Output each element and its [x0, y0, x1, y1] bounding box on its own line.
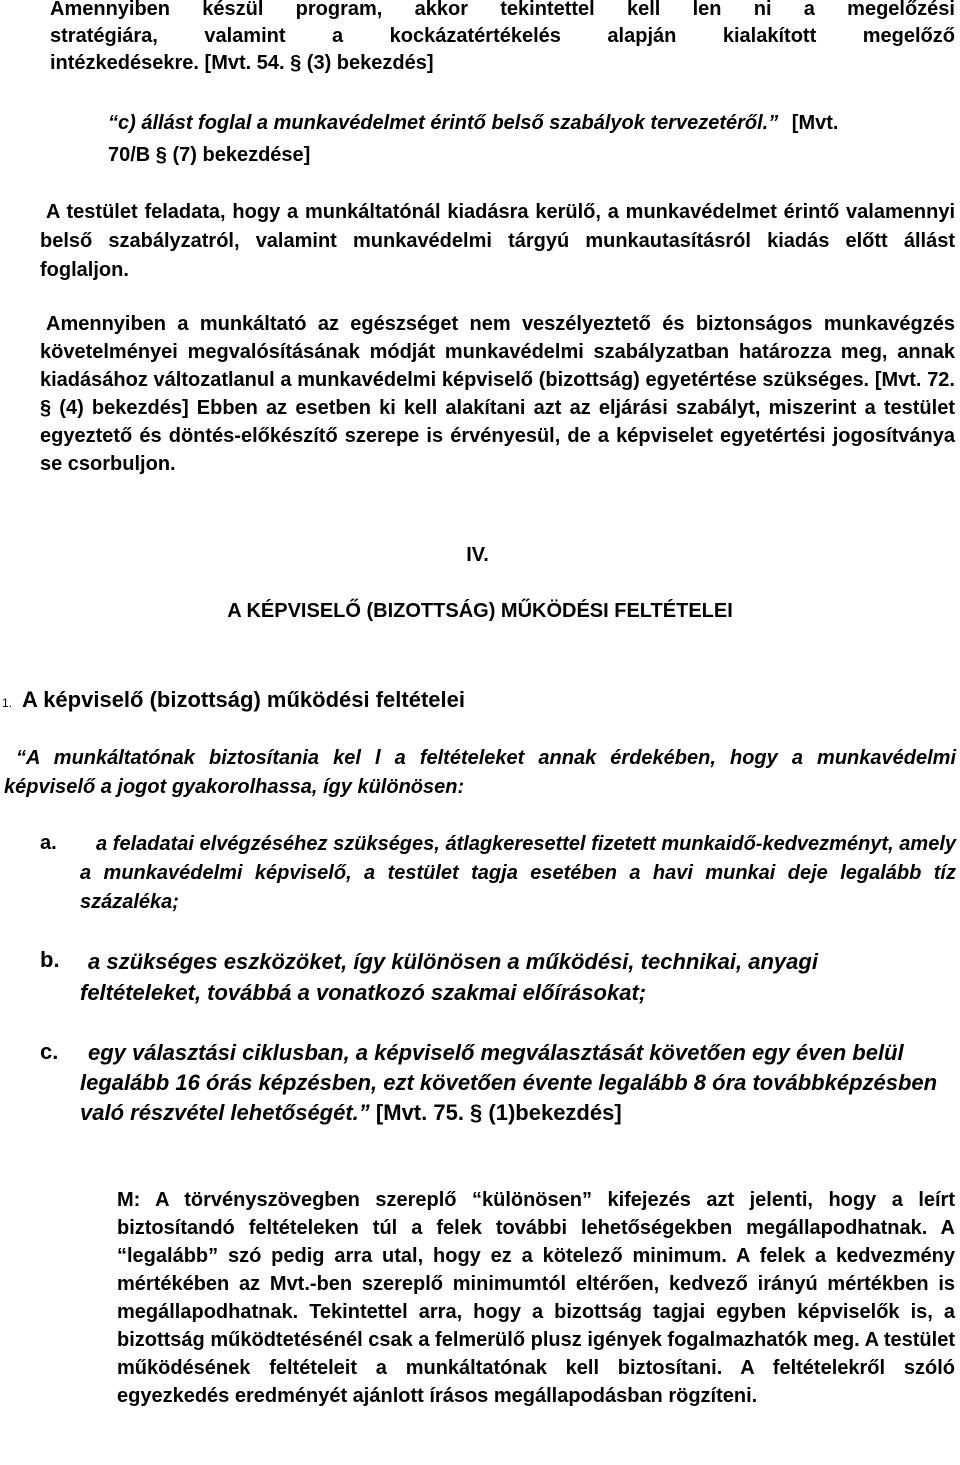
section-title: A képviselő (bizottság) működési feltételei [22, 687, 465, 712]
quoted-item-c-text: “c) állást foglal a munkavédelmet érintő belső szabályok tervezetéről.” [108, 112, 779, 134]
list-item-c [80, 1038, 950, 1128]
text-line: stratégiára, valamint a kockázatértékelés alapján kialakított megelőző [50, 25, 955, 47]
section-intro-text: “A munkáltatónak biztosítania kel l a feltételeket annak érdekében, hogy a munkavédelmi képviselő a jogot gyakorolhassa, így különösen: [4, 747, 956, 798]
section-number: 1. [2, 696, 13, 710]
paragraph-consent [40, 310, 955, 478]
explanatory-note [117, 1186, 955, 1410]
list-item-c-text: egy választási ciklusban, a képviselő megválasztását követően egy éven belül legalább 16 órás képzésben, ezt követően évente legalább 8 óra továbbképzésben való részvétel lehetőségét.” [80, 1040, 938, 1125]
chapter-title-text: A KÉPVISELŐ (BIZOTTSÁG) MŰKÖDÉSI FELTÉTELEI [227, 600, 733, 622]
chapter-number-text: IV. [466, 544, 489, 566]
list-item-b: a szükséges eszközöket, így különösen a működési, technikai, anyagi feltételeket, továbbá a vonatkozó szakmai előírásokat; [80, 949, 818, 1005]
paragraph-committee-task-text: A testület feladata, hogy a munkáltatónál kiadásra kerülő, a munkavédelmet érintő valamennyi belső szabályzatról, valamint munkavédelmi tárgyú munkautasításról kiadás előtt állást foglaljon. [40, 201, 955, 281]
list-item-letter: c. [40, 1039, 59, 1064]
legal-reference-text: 70/B § (7) bekezdése] [108, 144, 311, 166]
text-line: intézkedésekre. [Mvt. 54. § (3) bekezdés] [50, 52, 434, 74]
quoted-item-c [108, 110, 958, 137]
paragraph-consent-text: Amennyiben a munkáltató az egészséget nem veszélyeztető és biztonságos munkavégzés követelményei megvalósításának módját munkavédelmi szabályzatban határozza meg, annak kiadásához változatlanul a munkavédelmi képviselő (bizottság) egyetértése szükséges. [Mvt. 72. § (4) bekezdés] Ebben az esetben ki kell alakítani azt az eljárási szabályt, miszerint a testület egyeztető és döntés-előkészítő szerepe is érvényesül, de a képviselet egyetértési jogosítványa se csorbuljon. [40, 313, 955, 475]
list-item-letter: b. [40, 947, 60, 972]
legal-reference: [Mvt. [791, 112, 839, 134]
legal-reference: [Mvt. 75. § (1)bekezdés] [375, 1100, 622, 1125]
chapter-title [0, 598, 960, 625]
paragraph-prevention-strategy [50, 0, 955, 77]
explanatory-note-text: M: A törvényszövegben szereplő “különösen” kifejezés azt jelenti, hogy a leírt biztosítandó feltételeken túl a felek további lehetőségekben megállapodhatnak. A “legalább” szó pedig arra utal, hogy ez a kötelező minimum. A felek a kedvezmény mértékében az Mvt.-ben szereplő minimumtól eltérően, kedvező irányú mértékben is megállapodhatnak. Tekintettel arra, hogy a bizottság tagjai egyben képviselők is, a bizottság működtetésénél csak a felmerülő plusz igények fogalmazhatók meg. A testület működésének feltételeit a munkáltatónak kell biztosítani. A feltételekről szóló egyezkedés eredményét ajánlott írásos megállapodásban rögzíteni. [117, 1189, 955, 1407]
chapter-number [0, 542, 960, 569]
text-line: Amennyiben készül program, akkor tekintettel kell len ni a megelőzési [50, 0, 955, 20]
section-intro [4, 744, 956, 802]
legal-reference-continued [108, 142, 708, 169]
list-item-a: a feladatai elvégzéséhez szükséges, átlagkeresettel fizetett munkaidő-kedvezményt, amely a munkavédelmi képviselő, a testület tagja esetében a havi munkai deje legalább tíz százaléka; [80, 833, 956, 913]
paragraph-committee-task [40, 198, 955, 285]
list-item-letter: a. [40, 832, 57, 854]
section-heading [2, 685, 902, 718]
